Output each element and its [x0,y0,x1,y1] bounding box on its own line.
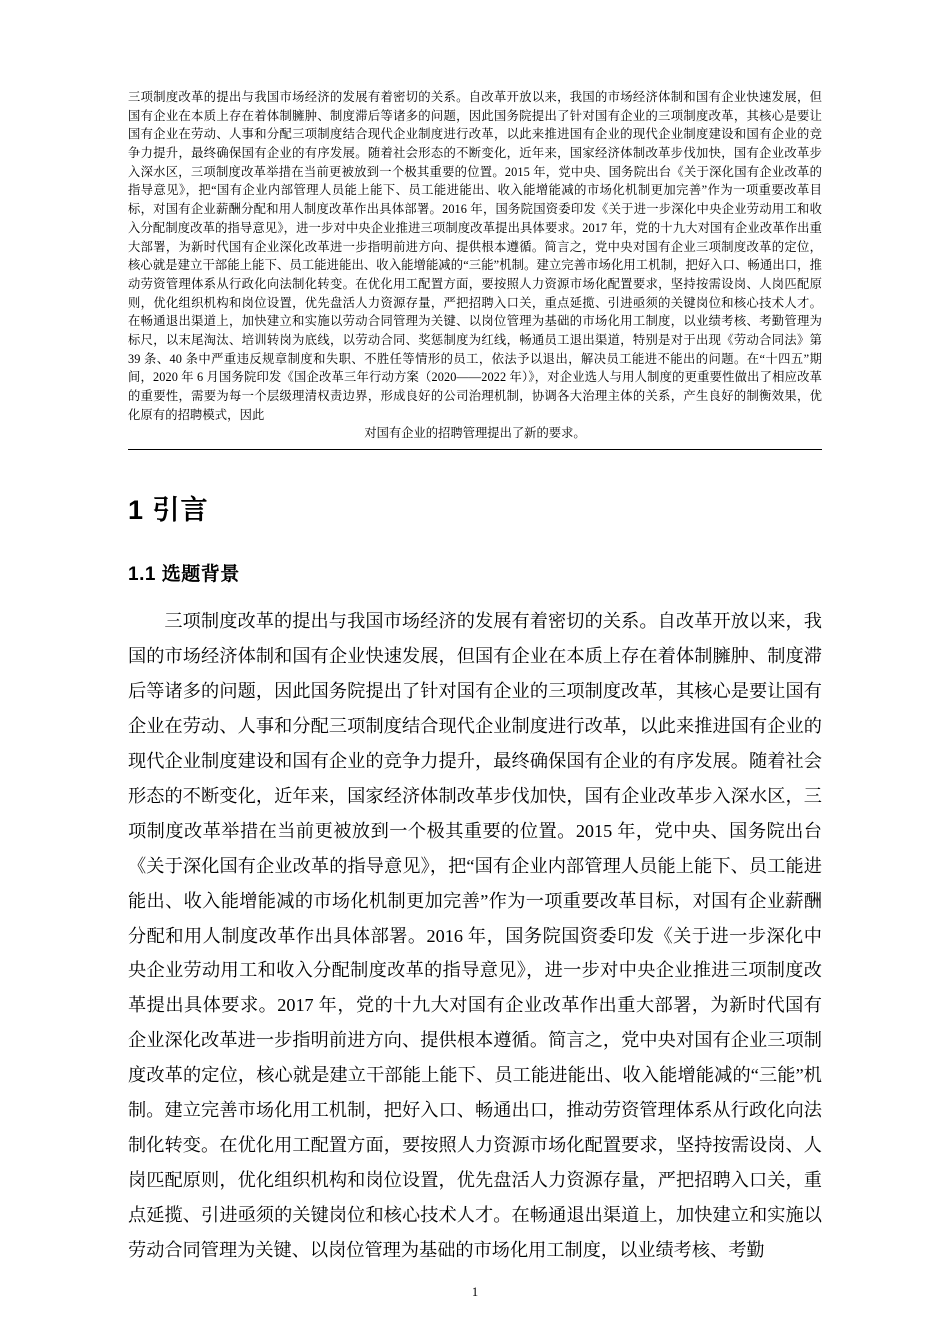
page-number: 1 [471,1285,479,1299]
section-heading-level-2: 1.1 选题背景 [128,564,240,586]
abstract-paragraph-tail: 对国有企业的招聘管理提出了新的要求。 [364,426,586,441]
body-paragraph: 三项制度改革的提出与我国市场经济的发展有着密切的关系。自改革开放以来，我国的市场经济体制和国有企业快速发展，但国有企业在本质上存在着体制臃肿、制度滞后等诸多的问题，因此国务院提出了针对国有企业的三项制度改革，其核心是要让国有企业在劳动、人事和分配三项制度结合现代企业制度进行改革，以此来推进国有企业的现代企业制度建设和国有企业的竞争力提升，最终确保国有企业的有序发展。随着社会形态的不断变化，近年来，国家经济体制改革步伐加快，国有企业改革步入深水区，三项制度改革举措在当前更被放到一个极其重要的位置。2015 年，党中央、国务院出台《关于深化国有企业改革的指导意见》，把“国有企业内部管理人员能上能下、员工能进能出、收入能增能减的市场化机制更加完善”作为一项重要改革目标，对国有企业薪酬分配和用人制度改革作出具体部署。2016 年，国务院国资委印发《关于进一步深化中央企业劳动用工和收入分配制度改革的指导意见》，进一步对中央企业推进三项制度改革提出具体要求。2017 年，党的十九大对国有企业改革作出重大部署，为新时代国有企业深化改革进一步指明前进方向、提供根本遵循。简言之，党中央对国有企业三项制度改革的定位，核心就是建立干部能上能下、员工能进能出、收入能增能减的“三能”机制。建立完善市场化用工机制，把好入口、畅通出口，推动劳资管理体系从行政化向法制化转变。在优化用工配置方面，要按照人力资源市场化配置要求，坚持按需设岗、人岗匹配原则，优化组织机构和岗位设置，优先盘活人力资源存量，严把招聘入口关，重点延揽、引进亟须的关键岗位和核心技术人才。在畅通退出渠道上，加快建立和实施以劳动合同管理为关键、以岗位管理为基础的市场化用工制度，以业绩考核、考勤 [128,611,822,1260]
abstract-block [128,88,822,450]
section-heading-level-1: 1 引言 [128,495,209,526]
abstract-paragraph: 三项制度改革的提出与我国市场经济的发展有着密切的关系。自改革开放以来，我国的市场经济体制和国有企业快速发展，但国有企业在本质上存在着体制臃肿、制度滞后等诸多的问题，因此国务院提出了针对国有企业的三项制度改革，其核心是要让国有企业在劳动、人事和分配三项制度结合现代企业制度进行改革，以此来推进国有企业的现代企业制度建设和国有企业的竞争力提升，最终确保国有企业的有序发展。随着社会形态的不断变化，近年来，国家经济体制改革步伐加快，国有企业改革步入深水区，三项制度改革举措在当前更被放到一个极其重要的位置。2015 年，党中央、国务院出台《关于深化国有企业改革的指导意见》，把“国有企业内部管理人员能上能下、员工能进能出、收入能增能减的市场化机制更加完善”作为一项重要改革目标，对国有企业薪酬分配和用人制度改革作出具体部署。2016 年，国务院国资委印发《关于进一步深化中央企业劳动用工和收入分配制度改革的指导意见》，进一步对中央企业推进三项制度改革提出具体要求。2017 年，党的十九大对国有企业改革作出重大部署，为新时代国有企业深化改革进一步指明前进方向、提供根本遵循。简言之，党中央对国有企业三项制度改革的定位，核心就是建立干部能上能下、员工能进能出、收入能增能减的“三能”机制。建立完善市场化用工机制，把好入口、畅通出口，推动劳资管理体系从行政化向法制化转变。在优化用工配置方面，要按照人力资源市场化配置要求，坚持按需设岗、人岗匹配原则，优化组织机构和岗位设置，优先盘活人力资源存量，严把招聘入口关，重点延揽、引进亟须的关键岗位和核心技术人才。在畅通退出渠道上，加快建立和实施以劳动合同管理为关键、以岗位管理为基础的市场化用工制度，以业绩考核、考勤管理为标尺，以末尾淘汰、培训转岗为底线，以劳动合同、奖惩制度为红线，畅通员工退出渠道，特别是对于出现《劳动合同法》第 39 条、40 条中严重违反规章制度和失职、不胜任等情形的员工，依法予以退出，解决员工能进不能出的问题。在“十四五”期间，2020 年 6 月国务院印发《国企改革三年行动方案（2020——2022 年）》，对企业选人与用人制度的更重要性做出了相应改革的重要性，需要为每一个层级理清权责边界，形成良好的公司治理机制，协调各大治理主体的关系，产生良好的制衡效果，优化原有的招聘模式，因此 [128,90,822,422]
